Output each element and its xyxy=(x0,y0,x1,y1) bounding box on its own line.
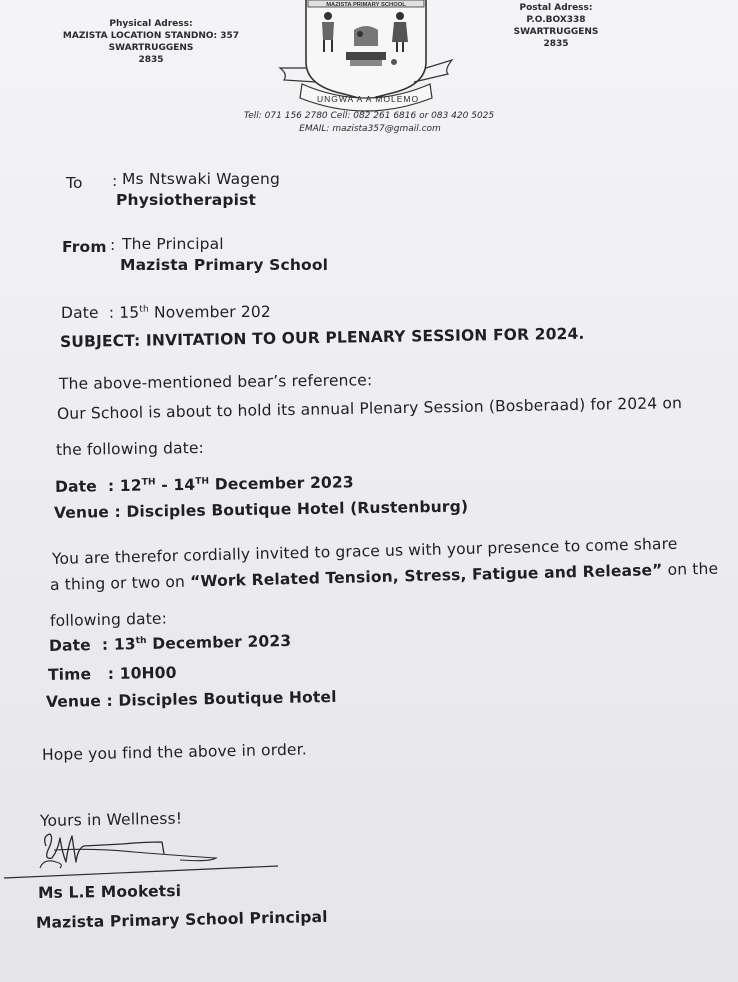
physical-address-line1: MAZISTA LOCATION STANDNO: 357 xyxy=(62,31,240,41)
signatory-title: Mazista Primary School Principal xyxy=(35,907,328,932)
postal-address-title: Postal Adress: xyxy=(519,3,593,13)
session-venue-value: Disciples Boutique Hotel (Rustenburg) xyxy=(126,497,469,521)
invite-time-label: Time xyxy=(47,665,92,684)
session-date-end-suffix: TH xyxy=(195,476,210,487)
invite-date-label: Date xyxy=(48,636,92,655)
invite-date-separator: : xyxy=(101,635,109,654)
recipient-title: Physiotherapist xyxy=(116,191,257,209)
invite-date xyxy=(49,632,292,655)
physical-address-title: Physical Adress: xyxy=(109,19,193,29)
contact-email: EMAIL: mazista357@gmail.com xyxy=(299,124,441,134)
physical-address-line3: 2835 xyxy=(138,55,164,65)
session-venue-label: Venue xyxy=(53,503,110,522)
letter-date-label: Date xyxy=(60,303,99,322)
session-venue-separator: : xyxy=(114,502,122,522)
paragraph-invite-line2-end: on the xyxy=(662,559,719,580)
letter-date-separator: : xyxy=(108,303,115,322)
crest-top-text: MAZISTA PRIMARY SCHOOL xyxy=(326,2,406,8)
subject-line: SUBJECT: INVITATION TO OUR PLENARY SESSION FOR 2024. xyxy=(59,324,585,351)
to-separator: : xyxy=(112,172,118,190)
physical-address xyxy=(60,18,242,66)
sender-name: The Principal xyxy=(122,235,224,253)
from-separator: : xyxy=(110,236,116,254)
postal-address-line3: 2835 xyxy=(543,39,569,49)
postal-address xyxy=(504,2,608,50)
session-date xyxy=(55,473,354,496)
contact-phone: Tell: 071 156 2780 Cell: 082 261 6816 or 083 420 5025 xyxy=(243,111,495,121)
invite-venue-value: Disciples Boutique Hotel xyxy=(118,687,337,710)
letter-date-suffix: th xyxy=(139,304,149,315)
invite-time-separator: : xyxy=(107,664,115,683)
recipient-name: Ms Ntswaki Wageng xyxy=(122,170,280,188)
sender-organisation: Mazista Primary School xyxy=(120,256,329,274)
session-date-end: 14 xyxy=(173,475,196,495)
session-venue xyxy=(54,497,468,522)
invite-venue-label: Venue xyxy=(45,692,102,711)
crest-motto: UNGWA A A MOLEMO xyxy=(316,94,420,104)
paragraph-invite-line3: following date: xyxy=(49,609,168,630)
postal-address-line1: P.O.BOX338 xyxy=(526,15,586,25)
paragraph-intro-line2: the following date: xyxy=(55,438,205,459)
session-date-start: 12 xyxy=(119,476,142,495)
postal-address-line2: SWARTRUGGENS xyxy=(513,27,599,37)
closing-line: Hope you find the above in order. xyxy=(41,740,308,764)
handwritten-signature xyxy=(4,828,284,884)
session-date-dash: - xyxy=(161,476,168,495)
session-date-separator: : xyxy=(107,477,115,496)
invite-venue xyxy=(46,688,337,711)
from-label: From xyxy=(62,238,107,256)
reference-line: The above-mentioned bear’s reference: xyxy=(58,371,373,393)
paragraph-intro-line1: Our School is about to hold its annual Plenary Session (Bosberaad) for 2024 on xyxy=(56,394,683,423)
signatory-name: Ms L.E Mooketsi xyxy=(37,882,182,902)
signoff-line: Yours in Wellness! xyxy=(39,809,183,830)
letter-date-rest: November 202 xyxy=(153,302,271,322)
session-date-start-suffix: TH xyxy=(141,477,156,488)
session-date-label: Date xyxy=(54,477,97,496)
invite-time xyxy=(48,664,177,684)
paragraph-invite-line1: You are therefor cordially invited to grace us with your presence to come share xyxy=(51,534,678,568)
invite-date-rest: December 2023 xyxy=(152,631,292,653)
school-crest-logo xyxy=(276,0,456,114)
letter-date xyxy=(61,303,271,322)
session-date-rest: December 2023 xyxy=(214,473,354,494)
invite-date-day: 13 xyxy=(113,635,136,654)
invite-date-suffix: th xyxy=(135,635,147,647)
paragraph-invite-line2-start: a thing or two on xyxy=(49,572,191,594)
to-label: To xyxy=(66,174,83,192)
letter-date-day: 15 xyxy=(119,303,140,322)
invite-time-value: 10H00 xyxy=(119,663,177,683)
workshop-topic: “Work Related Tension, Stress, Fatigue and Release” xyxy=(189,561,663,591)
invite-venue-separator: : xyxy=(106,691,114,710)
physical-address-line2: SWARTRUGGENS xyxy=(108,43,194,53)
